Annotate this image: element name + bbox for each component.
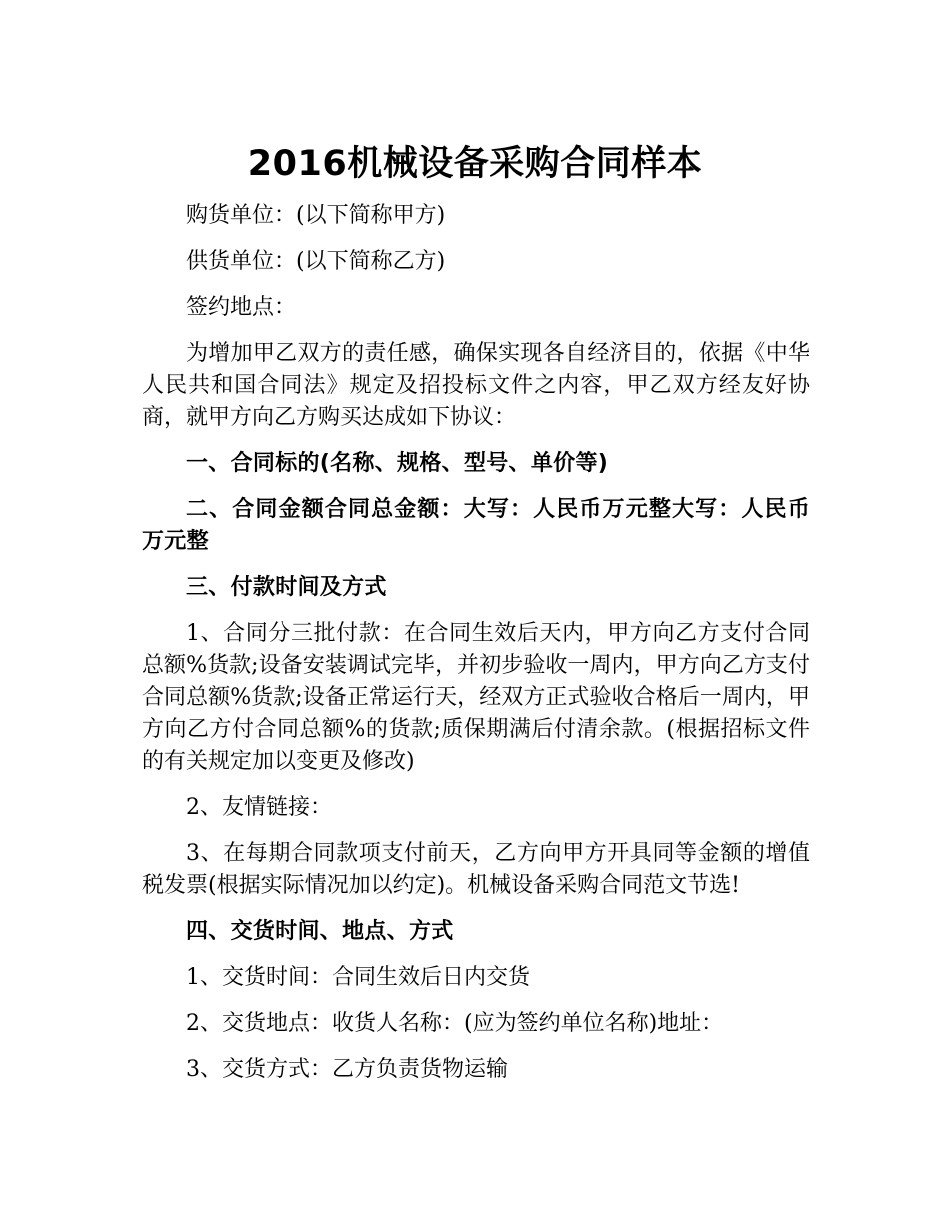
- document-body: [142, 200, 810, 1100]
- paragraph-delivery-1: 1、交货时间：合同生效后日内交货: [186, 965, 530, 990]
- paragraph-purchaser: 购货单位：(以下简称甲方): [186, 203, 446, 228]
- section-heading-4: 四、交货时间、地点、方式: [186, 919, 454, 944]
- paragraph-payment-3: 3、在每期合同款项支付前天，乙方向甲方开具同等金额的增值税发票(根据实际情况加以约定)。机械设备采购合同范文节选!: [142, 841, 810, 898]
- paragraph-preamble: 为增加甲乙双方的责任感，确保实现各自经济目的，依据《中华人民共和国合同法》规定及招投标文件之内容，甲乙双方经友好协商，就甲方向乙方购买达成如下协议：: [142, 341, 810, 430]
- paragraph-supplier: 供货单位：(以下简称乙方): [186, 249, 446, 274]
- paragraph-payment-2: 2、友情链接：: [186, 795, 332, 820]
- paragraph-signing-place: 签约地点：: [186, 295, 297, 320]
- paragraph-delivery-3: 3、交货方式：乙方负责货物运输: [186, 1057, 508, 1082]
- section-heading-3: 三、付款时间及方式: [186, 575, 387, 600]
- document-title: 2016机械设备采购合同样本: [247, 144, 703, 185]
- section-heading-1: 一、合同标的(名称、规格、型号、单价等): [186, 451, 609, 476]
- paragraph-payment-1: 1、合同分三批付款：在合同生效后天内，甲方向乙方支付合同总额%货款;设备安装调试完毕，并初步验收一周内，甲方向乙方支付合同总额%货款;设备正常运行天，经双方正式验收合格后一周内，甲方向乙方付合同总额%的货款;质保期满后付清余款。(根据招标文件的有关规定加以变更及修改): [142, 621, 810, 774]
- section-heading-2: 二、合同金额合同总金额：大写：人民币万元整大写：人民币万元整: [142, 497, 810, 554]
- paragraph-delivery-2: 2、交货地点：收货人名称：(应为签约单位名称)地址：: [186, 1011, 724, 1036]
